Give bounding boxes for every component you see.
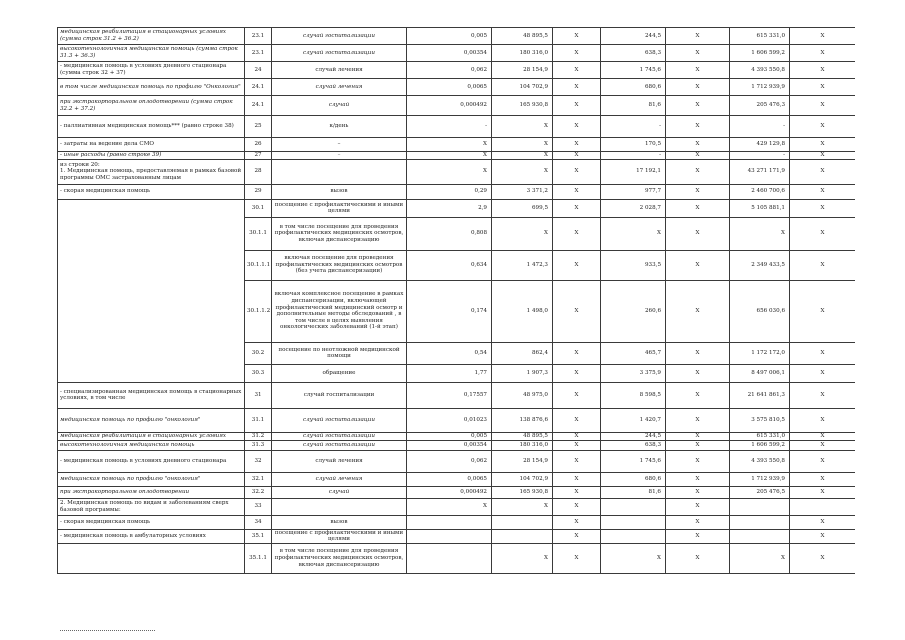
table-cell: [407, 515, 492, 529]
table-cell: Х: [407, 498, 492, 515]
table-row: [58, 28, 856, 45]
table-cell: Х: [790, 138, 856, 152]
table-cell: Х: [790, 28, 856, 45]
row-label: медицинская помощь по профилю "онкология": [58, 408, 245, 432]
table-cell: случай госпитализации: [272, 432, 407, 440]
table-cell: Х: [407, 159, 492, 184]
table-row: [58, 486, 856, 498]
table-cell: [730, 515, 790, 529]
table-cell: -: [730, 152, 790, 160]
table-cell: 2 349 433,5: [730, 250, 790, 280]
table-cell: Х: [790, 364, 856, 382]
table-cell: 31.2: [245, 432, 272, 440]
row-label: высокотехнологичная медицинская помощь: [58, 440, 245, 450]
table-cell: посещение с профилактическими и иными целями: [272, 199, 407, 217]
row-label: - скорая медицинская помощь: [58, 184, 245, 199]
table-cell: 30.1.1: [245, 217, 272, 250]
table-cell: Х: [790, 159, 856, 184]
table-cell: Х: [790, 472, 856, 486]
table-cell: 0,000492: [407, 486, 492, 498]
table-cell: 104 702,9: [492, 79, 553, 96]
table-cell: 4 393 550,8: [730, 62, 790, 79]
table-cell: Х: [790, 382, 856, 408]
table-cell: Х: [407, 138, 492, 152]
table-cell: Х: [553, 472, 601, 486]
table-cell: 0,062: [407, 450, 492, 472]
table-cell: 1 712 939,9: [730, 472, 790, 486]
table-row: [58, 382, 856, 408]
table-cell: Х: [666, 45, 730, 62]
table-cell: [730, 498, 790, 515]
table-cell: Х: [553, 152, 601, 160]
table-cell: Х: [790, 515, 856, 529]
table-cell: Х: [492, 543, 553, 573]
table-body: [58, 28, 856, 574]
table-cell: 1 745,6: [601, 450, 666, 472]
table-cell: 32.1: [245, 472, 272, 486]
row-label: медицинская реабилитация в стационарных условиях: [58, 432, 245, 440]
table-cell: 205 476,3: [730, 96, 790, 116]
table-cell: Х: [666, 529, 730, 543]
table-cell: 48 975,0: [492, 382, 553, 408]
table-cell: Х: [553, 45, 601, 62]
table-cell: 680,6: [601, 79, 666, 96]
table-cell: 1 172 172,0: [730, 342, 790, 364]
table-cell: в том числе посещение для проведения профилактических медицинских осмотров, включая диспансеризацию: [272, 217, 407, 250]
table-cell: случай лечения: [272, 450, 407, 472]
table-cell: Х: [790, 529, 856, 543]
table-cell: 862,4: [492, 342, 553, 364]
table-cell: Х: [666, 62, 730, 79]
table-cell: 2 028,7: [601, 199, 666, 217]
table-cell: 0,062: [407, 62, 492, 79]
table-cell: 32.2: [245, 486, 272, 498]
table-cell: [601, 515, 666, 529]
table-row: [58, 529, 856, 543]
table-cell: Х: [492, 217, 553, 250]
table-row: [58, 543, 856, 573]
table-cell: Х: [553, 486, 601, 498]
table-cell: случай госпитализации: [272, 440, 407, 450]
table-cell: 138 876,6: [492, 408, 553, 432]
table-cell: 8 598,5: [601, 382, 666, 408]
row-label: при экстракорпоральном оплодотворении (сумма строк 32.2 + 37.2): [58, 96, 245, 116]
table-cell: Х: [666, 280, 730, 342]
table-cell: 0,174: [407, 280, 492, 342]
table-cell: 1 712 939,9: [730, 79, 790, 96]
table-cell: 31.3: [245, 440, 272, 450]
table-cell: Х: [666, 472, 730, 486]
table-cell: [730, 529, 790, 543]
table-cell: Х: [492, 159, 553, 184]
table-cell: Х: [553, 199, 601, 217]
table-cell: -: [601, 116, 666, 138]
finance-table: [57, 27, 855, 574]
table-cell: случай госпитализации: [272, 408, 407, 432]
table-cell: Х: [790, 152, 856, 160]
table-cell: Х: [492, 116, 553, 138]
table-cell: случай госпитализации: [272, 28, 407, 45]
table-cell: 638,3: [601, 45, 666, 62]
table-cell: 1,77: [407, 364, 492, 382]
table-cell: 205 476,5: [730, 486, 790, 498]
table-cell: -: [601, 152, 666, 160]
table-cell: посещение по неотложной медицинской помощи: [272, 342, 407, 364]
table-cell: Х: [601, 543, 666, 573]
table-cell: Х: [553, 382, 601, 408]
table-cell: случай лечения: [272, 472, 407, 486]
table-cell: [601, 498, 666, 515]
table-cell: 31: [245, 382, 272, 408]
table-row: [58, 62, 856, 79]
table-cell: Х: [790, 116, 856, 138]
row-label: медицинская реабилитация в стационарных условиях (сумма строк 31.2 + 36.2): [58, 28, 245, 45]
table-cell: Х: [790, 184, 856, 199]
table-cell: [407, 543, 492, 573]
table-cell: 28 154,9: [492, 450, 553, 472]
row-label: - медицинская помощь в условиях дневного стационара: [58, 450, 245, 472]
table-cell: Х: [790, 217, 856, 250]
table-cell: Х: [730, 543, 790, 573]
table-cell: Х: [790, 250, 856, 280]
table-cell: Х: [666, 440, 730, 450]
table-cell: Х: [666, 138, 730, 152]
table-cell: 170,5: [601, 138, 666, 152]
table-cell: Х: [553, 440, 601, 450]
table-cell: 1 907,3: [492, 364, 553, 382]
table-cell: 21 641 861,3: [730, 382, 790, 408]
table-cell: Х: [553, 432, 601, 440]
page-edge-mark: [60, 630, 155, 633]
table-cell: 0,17557: [407, 382, 492, 408]
table-row: [58, 45, 856, 62]
table-cell: 30.1.1.1: [245, 250, 272, 280]
table-cell: [492, 529, 553, 543]
table-cell: посещение с профилактическими и иными целями: [272, 529, 407, 543]
table-cell: 23.1: [245, 28, 272, 45]
table-cell: 615 331,0: [730, 432, 790, 440]
table-cell: Х: [553, 364, 601, 382]
table-cell: Х: [666, 116, 730, 138]
table-cell: вызов: [272, 184, 407, 199]
table-cell: 615 331,0: [730, 28, 790, 45]
document-page: [57, 27, 855, 640]
table-cell: Х: [790, 62, 856, 79]
table-cell: случай лечения: [272, 79, 407, 96]
table-cell: Х: [790, 96, 856, 116]
table-row: [58, 116, 856, 138]
table-row: [58, 440, 856, 450]
table-cell: 1 498,0: [492, 280, 553, 342]
row-label: - паллиативная медицинская помощь*** (равно строке 38): [58, 116, 245, 138]
table-cell: 0,634: [407, 250, 492, 280]
table-cell: Х: [666, 408, 730, 432]
table-cell: [492, 515, 553, 529]
table-cell: 24.1: [245, 79, 272, 96]
table-cell: 244,5: [601, 28, 666, 45]
table-cell: Х: [553, 116, 601, 138]
table-cell: Х: [553, 408, 601, 432]
table-cell: Х: [790, 79, 856, 96]
table-cell: в том числе посещение для проведения профилактических медицинских осмотров, включая диспансеризацию: [272, 543, 407, 573]
table-cell: Х: [666, 515, 730, 529]
table-cell: Х: [553, 342, 601, 364]
table-cell: 43 271 171,9: [730, 159, 790, 184]
table-cell: 244,5: [601, 432, 666, 440]
row-label: из строки 20: 1. Медицинская помощь, предоставляемая в рамках базовой программы ОМС застрахованным лицам: [58, 159, 245, 184]
table-cell: 465,7: [601, 342, 666, 364]
table-cell: 933,5: [601, 250, 666, 280]
table-cell: Х: [666, 217, 730, 250]
table-cell: 699,5: [492, 199, 553, 217]
table-cell: 17 192,1: [601, 159, 666, 184]
table-cell: Х: [790, 45, 856, 62]
table-cell: Х: [666, 199, 730, 217]
table-cell: -: [407, 116, 492, 138]
table-cell: 1 606 599,2: [730, 440, 790, 450]
table-cell: 8 497 006,1: [730, 364, 790, 382]
table-cell: Х: [553, 62, 601, 79]
table-cell: 0,000492: [407, 96, 492, 116]
row-label: - медицинская помощь в условиях дневного стационара (сумма строк 32 + 37): [58, 62, 245, 79]
table-row: [58, 432, 856, 440]
table-cell: Х: [666, 96, 730, 116]
table-cell: вызов: [272, 515, 407, 529]
table-cell: 0,0065: [407, 79, 492, 96]
row-label: - медицинская помощь в амбулаторных условиях: [58, 529, 245, 543]
table-cell: 4 393 550,8: [730, 450, 790, 472]
table-cell: 27: [245, 152, 272, 160]
row-label: при экстракорпоральном оплодотворении: [58, 486, 245, 498]
table-cell: 3 371,2: [492, 184, 553, 199]
table-cell: Х: [666, 498, 730, 515]
table-cell: обращение: [272, 364, 407, 382]
table-cell: 0,808: [407, 217, 492, 250]
table-cell: Х: [790, 486, 856, 498]
table-cell: случай: [272, 486, 407, 498]
table-cell: 0,01023: [407, 408, 492, 432]
table-cell: случай госпитализации: [272, 382, 407, 408]
table-cell: [601, 529, 666, 543]
table-cell: Х: [553, 138, 601, 152]
row-label: медицинская помощь по профилю "онкология": [58, 472, 245, 486]
table-row: [58, 96, 856, 116]
table-row: [58, 138, 856, 152]
table-cell: Х: [666, 28, 730, 45]
table-row: [58, 472, 856, 486]
table-cell: Х: [666, 543, 730, 573]
table-cell: 1 745,6: [601, 62, 666, 79]
table-cell: 680,6: [601, 472, 666, 486]
table-row: [58, 184, 856, 199]
table-cell: 0,00354: [407, 440, 492, 450]
table-cell: 165 930,8: [492, 96, 553, 116]
table-cell: 1 472,3: [492, 250, 553, 280]
table-row: [58, 199, 856, 217]
table-cell: 0,005: [407, 432, 492, 440]
table-cell: Х: [553, 28, 601, 45]
table-cell: Х: [666, 184, 730, 199]
table-cell: [407, 529, 492, 543]
table-row: [58, 79, 856, 96]
table-cell: 24.1: [245, 96, 272, 116]
table-cell: 81,6: [601, 96, 666, 116]
table-cell: –: [272, 138, 407, 152]
table-cell: Х: [492, 498, 553, 515]
table-cell: Х: [666, 486, 730, 498]
table-cell: Х: [553, 184, 601, 199]
table-cell: 2,9: [407, 199, 492, 217]
table-cell: Х: [553, 217, 601, 250]
table-cell: 429 129,8: [730, 138, 790, 152]
table-cell: Х: [553, 450, 601, 472]
table-cell: 0,29: [407, 184, 492, 199]
table-cell: Х: [666, 382, 730, 408]
table-cell: Х: [666, 79, 730, 96]
table-cell: Х: [601, 217, 666, 250]
table-cell: Х: [553, 543, 601, 573]
table-cell: случай: [272, 96, 407, 116]
table-cell: 5 105 881,1: [730, 199, 790, 217]
table-cell: 30.2: [245, 342, 272, 364]
table-cell: к/день: [272, 116, 407, 138]
table-cell: Х: [553, 498, 601, 515]
table-row: [58, 498, 856, 515]
table-cell: [272, 498, 407, 515]
table-cell: -: [730, 116, 790, 138]
table-cell: 2 460 700,6: [730, 184, 790, 199]
table-cell: [272, 159, 407, 184]
table-cell: Х: [407, 152, 492, 160]
table-cell: Х: [666, 342, 730, 364]
table-cell: –: [272, 152, 407, 160]
row-label: [58, 199, 245, 382]
table-cell: 1 606 599,2: [730, 45, 790, 62]
table-row: [58, 408, 856, 432]
table-cell: 29: [245, 184, 272, 199]
row-label: - скорая медицинская помощь: [58, 515, 245, 529]
table-cell: 30.3: [245, 364, 272, 382]
table-cell: Х: [553, 79, 601, 96]
table-cell: 26: [245, 138, 272, 152]
table-cell: Х: [790, 543, 856, 573]
table-cell: 0,0065: [407, 472, 492, 486]
table-cell: Х: [666, 432, 730, 440]
row-label: высокотехнологичная медицинская помощь (сумма строк 31.3 + 36.3): [58, 45, 245, 62]
table-cell: 656 030,6: [730, 280, 790, 342]
table-cell: Х: [666, 159, 730, 184]
table-cell: 0,54: [407, 342, 492, 364]
table-cell: [790, 498, 856, 515]
row-label: [58, 543, 245, 573]
table-cell: Х: [666, 364, 730, 382]
table-cell: Х: [553, 280, 601, 342]
table-cell: 48 895,5: [492, 28, 553, 45]
table-cell: Х: [790, 342, 856, 364]
table-cell: 81,6: [601, 486, 666, 498]
table-cell: 977,7: [601, 184, 666, 199]
table-cell: 34: [245, 515, 272, 529]
table-cell: 180 316,0: [492, 440, 553, 450]
table-cell: 32: [245, 450, 272, 472]
table-row: [58, 515, 856, 529]
table-cell: 3 375,9: [601, 364, 666, 382]
table-cell: Х: [790, 450, 856, 472]
table-cell: 24: [245, 62, 272, 79]
table-cell: случай госпитализации: [272, 45, 407, 62]
table-row: [58, 152, 856, 160]
table-cell: включая посещение для проведения профилактических медицинских осмотров (без учета диспансеризации): [272, 250, 407, 280]
table-cell: Х: [666, 152, 730, 160]
table-cell: 30.1: [245, 199, 272, 217]
table-cell: 3 575 810,5: [730, 408, 790, 432]
row-label: в том числе медицинская помощь по профилю "Онкология": [58, 79, 245, 96]
table-cell: 35.1.1: [245, 543, 272, 573]
table-cell: Х: [790, 408, 856, 432]
table-cell: случай лечения: [272, 62, 407, 79]
table-cell: 23.1: [245, 45, 272, 62]
table-cell: 35.1: [245, 529, 272, 543]
table-cell: Х: [790, 432, 856, 440]
table-cell: 31.1: [245, 408, 272, 432]
table-cell: Х: [790, 199, 856, 217]
table-cell: 638,3: [601, 440, 666, 450]
table-cell: Х: [553, 250, 601, 280]
table-cell: Х: [553, 529, 601, 543]
table-cell: 260,6: [601, 280, 666, 342]
table-row: [58, 450, 856, 472]
table-cell: 28 154,9: [492, 62, 553, 79]
table-cell: Х: [553, 96, 601, 116]
table-cell: 48 895,5: [492, 432, 553, 440]
table-cell: Х: [666, 450, 730, 472]
row-label: - иные расходы (равно строке 39): [58, 152, 245, 160]
table-cell: 30.1.1.2: [245, 280, 272, 342]
row-label: 2. Медицинская помощь по видам и заболеваниям сверх базовой программы:: [58, 498, 245, 515]
table-cell: Х: [492, 138, 553, 152]
table-cell: 165 930,8: [492, 486, 553, 498]
table-cell: Х: [553, 515, 601, 529]
table-cell: Х: [553, 159, 601, 184]
table-cell: включая комплексное посещение в рамках диспансеризации, включающей профилактический медицинский осмотр и дополнительные методы обследований , в том числе в целях выявления онкологических заболеваний (1-й этап): [272, 280, 407, 342]
table-cell: 25: [245, 116, 272, 138]
table-cell: 28: [245, 159, 272, 184]
table-cell: 0,005: [407, 28, 492, 45]
table-cell: 33: [245, 498, 272, 515]
row-label: - специализированная медицинская помощь в стационарных условиях, в том числе: [58, 382, 245, 408]
table-cell: Х: [790, 280, 856, 342]
table-cell: Х: [666, 250, 730, 280]
row-label: - затраты на ведение дела СМО: [58, 138, 245, 152]
table-cell: Х: [730, 217, 790, 250]
table-cell: 1 420,7: [601, 408, 666, 432]
table-cell: 0,00354: [407, 45, 492, 62]
table-row: [58, 159, 856, 184]
table-cell: 180 316,0: [492, 45, 553, 62]
table-cell: 104 702,9: [492, 472, 553, 486]
table-cell: Х: [492, 152, 553, 160]
table-cell: Х: [790, 440, 856, 450]
